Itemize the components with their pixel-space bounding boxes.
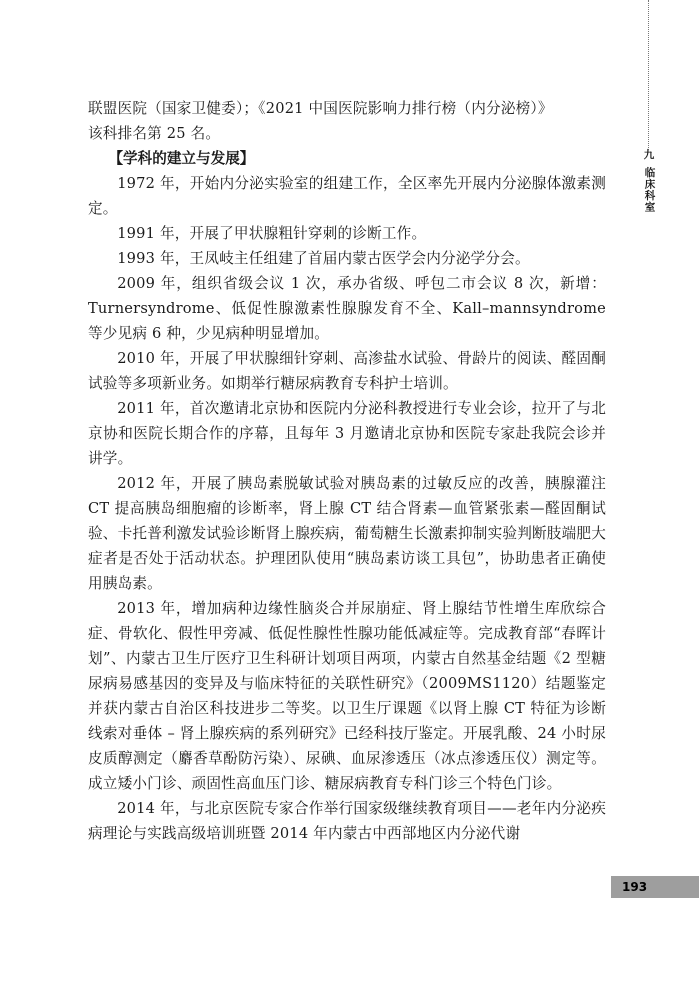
paragraph-2010: 2010 年，开展了甲状腺细针穿刺、高渗盐水试验、骨龄片的阅读、醛固酮试验等多项新业务。如期举行糖尿病教育专科护士培训。	[88, 350, 606, 392]
intro-line-1: 联盟医院（国家卫健委）；《2021 中国医院影响力排行榜（内分泌榜）》	[88, 100, 553, 117]
margin-dotted-rule	[648, 0, 649, 148]
paragraph-2011: 2011 年，首次邀请北京协和医院内分泌科教授进行专业会诊，拉开了与北京协和医院长期合作的序幕，且每年 3 月邀请北京协和医院专家赴我院会诊并讲学。	[88, 400, 606, 467]
chapter-side-tab	[641, 149, 657, 213]
page-body	[88, 96, 606, 846]
page-number: 193	[622, 880, 648, 894]
paragraph-2012: 2012 年，开展了胰岛素脱敏试验对胰岛素的过敏反应的改善，胰腺灌注 CT 提高胰岛细胞瘤的诊断率，肾上腺 CT 结合肾素—血管紧张素—醛固酮试验、卡托普利激发试验诊断肾上腺疾病，葡萄糖生长激素抑制实验判断肢端肥大症者是否处于活动状态。护理团队使用“胰岛素访谈工具包”，协助患者正确使用胰岛素。	[88, 475, 606, 592]
paragraph-2009: 2009 年，组织省级会议 1 次，承办省级、呼包二市会议 8 次，新增：Turnersyndrome、低促性腺激素性腺腺发育不全、Kall–mannsyndrome 等少见病 6 种，少见病种明显增加。	[88, 275, 606, 342]
paragraph-2014: 2014 年，与北京医院专家合作举行国家级继续教育项目——老年内分泌疾病理论与实践高级培训班暨 2014 年内蒙古中西部地区内分泌代谢	[88, 800, 606, 842]
section-heading: 【学科的建立与发展】	[108, 150, 255, 167]
paragraph-2013: 2013 年，增加病种边缘性脑炎合并尿崩症、肾上腺结节性增生库欣综合症、骨软化、假性甲旁减、低促性腺性性腺功能低减症等。完成教育部“春晖计划”、内蒙古卫生厅医疗卫生科研计划项目两项，内蒙古自然基金结题《2 型糖尿病易感基因的变异及与临床特征的关联性研究》（2009MS1120）结题鉴定并获内蒙古自治区科技进步二等奖。以卫生厅课题《以肾上腺 CT 特征为诊断线索对垂体 – 肾上腺疾病的系列研究》已经科技厅鉴定。开展乳酸、24 小时尿皮质醇测定（麝香草酚防污染）、尿碘、血尿渗透压（冰点渗透压仪）测定等。成立矮小门诊、顽固性高血压门诊、糖尿病教育专科门诊三个特色门诊。	[88, 600, 606, 792]
intro-line-2: 该科排名第 25 名。	[88, 125, 221, 142]
paragraph-1993: 1993 年，王凤岐主任组建了首届内蒙古医学会内分泌学分会。	[117, 250, 530, 267]
paragraph-1972: 1972 年，开始内分泌实验室的组建工作，全区率先开展内分泌腺体激素测定。	[88, 175, 606, 217]
chapter-number: 九	[643, 149, 655, 161]
chapter-title: 临床科室	[643, 167, 656, 213]
paragraph-1991: 1991 年，开展了甲状腺粗针穿刺的诊断工作。	[117, 225, 427, 242]
